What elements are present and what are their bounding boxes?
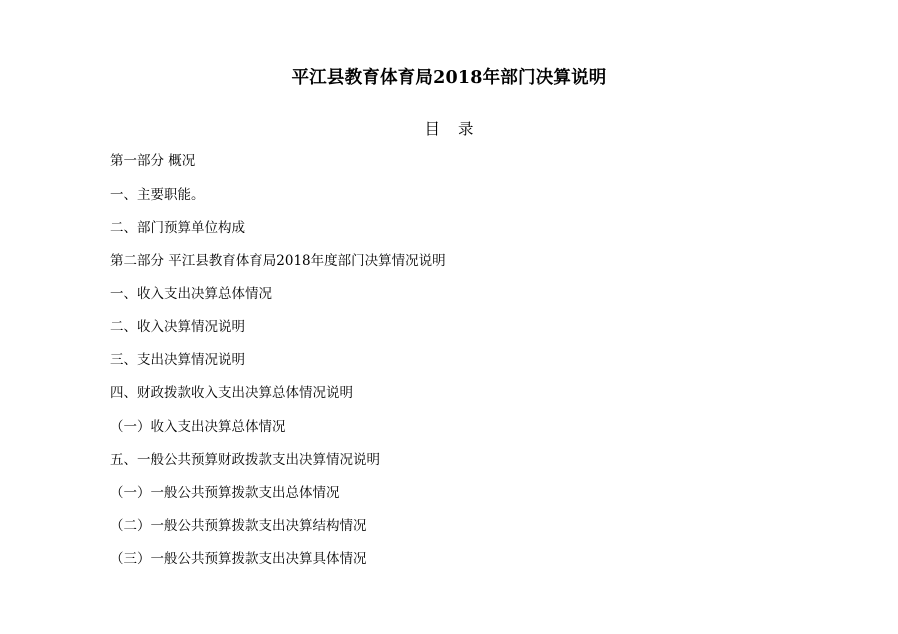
toc-item-general-budget-sub-2[interactable]: （二）一般公共预算拨款支出决算结构情况 bbox=[110, 518, 367, 534]
toc-item-overall-income-expenditure[interactable]: 一、收入支出决算总体情况 bbox=[110, 286, 272, 302]
toc-item-expenditure-explanation[interactable]: 三、支出决算情况说明 bbox=[110, 352, 245, 368]
toc-item-general-budget-sub-3[interactable]: （三）一般公共预算拨款支出决算具体情况 bbox=[110, 551, 367, 567]
toc-item-general-budget-expenditure[interactable]: 五、一般公共预算财政拨款支出决算情况说明 bbox=[110, 452, 380, 468]
toc-item-part-two[interactable]: 第二部分 平江县教育体育局2018年度部门决算情况说明 bbox=[110, 253, 446, 269]
toc-item-fiscal-appropriation-overall[interactable]: 四、财政拨款收入支出决算总体情况说明 bbox=[110, 385, 353, 401]
toc-item-main-functions[interactable]: 一、主要职能。 bbox=[110, 187, 205, 203]
document-title: 平江县教育体育局2018年部门决算说明 bbox=[291, 68, 607, 88]
toc-item-budget-units[interactable]: 二、部门预算单位构成 bbox=[110, 220, 245, 236]
toc-item-fiscal-overall-sub-1[interactable]: （一）收入支出决算总体情况 bbox=[110, 419, 286, 435]
toc-item-income-explanation[interactable]: 二、收入决算情况说明 bbox=[110, 319, 245, 335]
toc-heading: 目录 bbox=[424, 120, 492, 138]
toc-item-general-budget-sub-1[interactable]: （一）一般公共预算拨款支出总体情况 bbox=[110, 485, 340, 501]
toc-item-part-one[interactable]: 第一部分 概况 bbox=[110, 153, 196, 169]
